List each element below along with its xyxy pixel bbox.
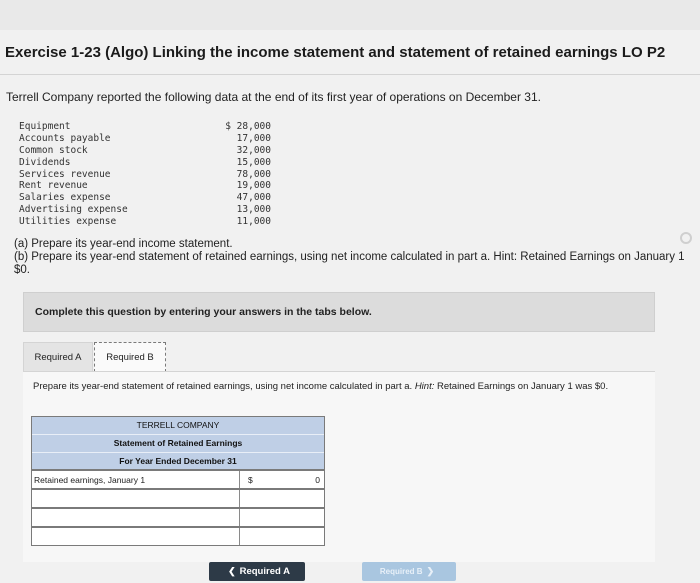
- data-label: Rent revenue: [19, 180, 88, 192]
- browser-top-band: [0, 0, 700, 30]
- intro-text: Terrell Company reported the following data at the end of its first year of operations on December 31.: [6, 90, 541, 104]
- row-label-cell[interactable]: Retained earnings, January 1: [32, 471, 240, 488]
- row-amount-input[interactable]: [240, 490, 324, 507]
- hint-label: Hint:: [414, 381, 435, 392]
- instruction-text: Prepare its year-end statement of retained earnings, using net income calculated in part a.: [33, 381, 413, 392]
- loading-spinner-icon: [680, 232, 692, 244]
- hint-text: Retained Earnings on January 1 was $0.: [437, 381, 609, 392]
- data-label: Dividends: [19, 156, 71, 168]
- part-b-instruction: [33, 381, 623, 393]
- data-row-equipment: [19, 121, 271, 133]
- next-required-b-button[interactable]: [362, 562, 456, 581]
- data-label: Utilities expense: [19, 216, 117, 228]
- data-label: Common stock: [19, 144, 88, 156]
- data-label: Accounts payable: [19, 132, 111, 144]
- data-value: 78,000: [236, 168, 271, 180]
- data-value: 13,000: [236, 204, 271, 216]
- data-value: 17,000: [236, 132, 271, 144]
- data-list: [19, 121, 271, 228]
- statement-row: [32, 507, 324, 526]
- currency-symbol: $: [248, 474, 253, 485]
- data-row-rent-revenue: [19, 180, 271, 192]
- row-amount-cell[interactable]: [240, 471, 324, 488]
- chevron-left-icon: ❮: [228, 566, 236, 576]
- data-value: 11,000: [236, 216, 271, 228]
- statement-row: [32, 469, 324, 488]
- statement-row: [32, 526, 324, 545]
- data-row-services-revenue: [19, 169, 271, 181]
- previous-button-label: Required A: [239, 566, 290, 577]
- next-button-label: Required B: [379, 567, 423, 576]
- data-row-salaries-expense: [19, 192, 271, 204]
- row-amount-input[interactable]: [240, 528, 324, 545]
- data-row-common-stock: [19, 145, 271, 157]
- amount-value: 0: [315, 474, 320, 485]
- title-divider: [0, 74, 700, 75]
- statement-period: For Year Ended December 31: [32, 453, 324, 469]
- tab-required-b[interactable]: Required B: [94, 342, 166, 372]
- data-row-utilities-expense: [19, 216, 271, 228]
- data-row-accounts-payable: [19, 133, 271, 145]
- chevron-right-icon: ❯: [426, 566, 435, 576]
- data-label: Equipment: [19, 121, 71, 132]
- row-label-input[interactable]: [32, 528, 240, 545]
- statement-company: TERRELL COMPANY: [32, 417, 324, 435]
- banner-text: Complete this question by entering your answers in the tabs below.: [35, 306, 372, 318]
- data-value: 47,000: [236, 192, 271, 204]
- data-value: $ 28,000: [225, 121, 271, 132]
- tab-required-a[interactable]: Required A: [23, 342, 93, 372]
- data-value: 32,000: [236, 144, 271, 156]
- previous-required-a-button[interactable]: [209, 562, 305, 581]
- row-label-input[interactable]: [32, 509, 240, 526]
- data-label: Services revenue: [19, 168, 111, 180]
- row-label-input[interactable]: [32, 490, 240, 507]
- retained-earnings-statement: [31, 416, 325, 546]
- data-label: Salaries expense: [19, 192, 111, 204]
- data-value: 15,000: [236, 156, 271, 168]
- exercise-title: Exercise 1-23 (Algo) Linking the income statement and statement of retained earnings LO P2: [5, 44, 666, 61]
- data-row-dividends: [19, 157, 271, 169]
- data-row-advertising-expense: [19, 204, 271, 216]
- statement-title: Statement of Retained Earnings: [32, 435, 324, 453]
- data-label: Advertising expense: [19, 204, 128, 216]
- question-b-continued: $0.: [14, 264, 30, 276]
- instruction-banner: [23, 292, 655, 332]
- row-amount-input[interactable]: [240, 509, 324, 526]
- data-value: 19,000: [236, 180, 271, 192]
- statement-row: [32, 488, 324, 507]
- question-a: (a) Prepare its year-end income statement.: [14, 238, 233, 250]
- question-b: (b) Prepare its year-end statement of retained earnings, using net income calculated in part a. Hint: Retained Earnings on January 1: [14, 251, 685, 263]
